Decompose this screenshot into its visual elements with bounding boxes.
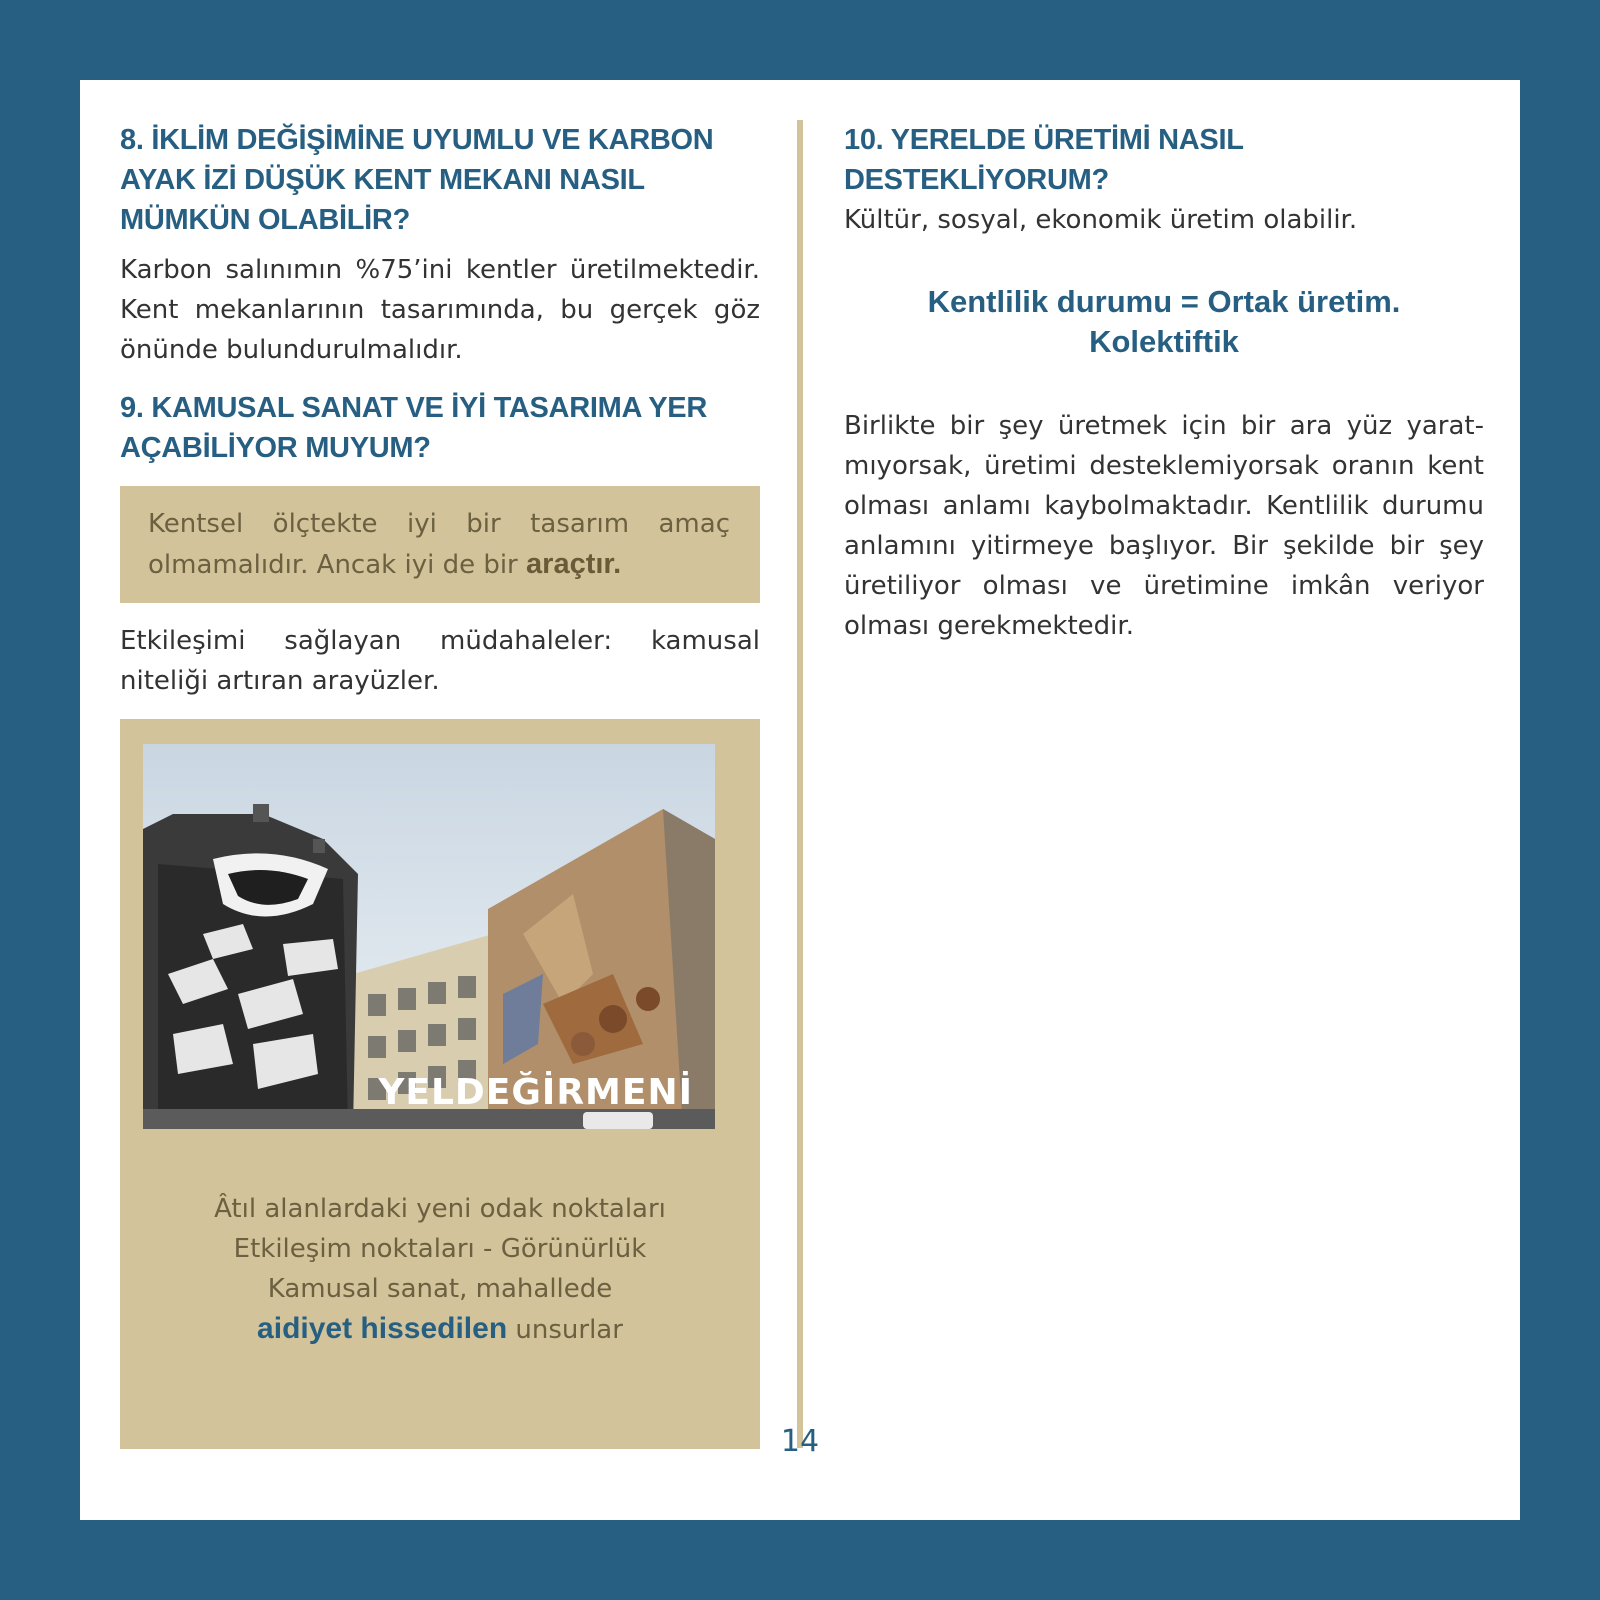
caption-line-1: Âtıl alanlardaki yeni odak noktaları (214, 1194, 666, 1224)
right-column (844, 120, 1484, 646)
page (80, 80, 1520, 1520)
question-8-heading: 8. İKLİM DEĞİŞİMİNE UYUMLU VE KARBON AYAK İZİ DÜŞÜK KENT MEKANI NASIL MÜMKÜN OLABİLİR? (120, 124, 714, 236)
column-divider (797, 120, 803, 1448)
image-caption (120, 1189, 760, 1350)
question-10-heading: 10. YERELDE ÜRETİMİ NASIL DESTEKLİYORUM? (844, 124, 1244, 196)
highlight-text-strong: araçtır. (526, 548, 622, 580)
right-body-text: Birlikte bir şey üretmek için bir ara yüz yaratmıyorsak, üretimi desteklemiyorsak oranın kent olması anlamı kaybolmaktadır. Kentlilik durumu anlamını yitirmeye başlıyor. Bir şekilde bir şey üretiliyor olması ve üretimine imkân veriyor olması gerekmektedir. (844, 411, 1484, 641)
highlight-box (120, 486, 760, 603)
caption-end: unsurlar (515, 1315, 623, 1345)
image-box (120, 719, 760, 1449)
question-8-text: Karbon salınımın %75’ini kentler üretilmektedir. Kent mekanlarının tasarımında, bu gerçek göz önünde bulundurulmalıdır. (120, 255, 760, 365)
photo-label: YELDEĞİRMENİ (378, 1072, 693, 1113)
headline (844, 282, 1484, 362)
caption-line-3: Kamusal sanat, mahallede (267, 1274, 613, 1304)
headline-line-2: Kolektiftik (1089, 324, 1239, 359)
caption-line-4 (120, 1309, 760, 1350)
headline-line-1: Kentlilik durumu = Ortak üretim. (927, 284, 1401, 319)
caption-line-2: Etkileşim noktaları - Görünürlük (233, 1234, 647, 1264)
yeldegirmeni-photo (143, 744, 715, 1129)
left-column (120, 120, 760, 1449)
highlight-text-main: Kentsel ölçtekte iyi bir tasarım amaç olmamalıdır. Ancak iyi de bir (148, 509, 730, 580)
question-10-subtitle: Kültür, sosyal, ekonomik üretim olabilir. (844, 205, 1358, 235)
question-9-text: Etkileşimi sağlayan müdahaleler: kamusal niteliği artıran arayüzler. (120, 626, 760, 696)
highlight-text (148, 504, 730, 585)
caption-strong: aidiyet hissedilen (257, 1312, 508, 1345)
question-9-heading: 9. KAMUSAL SANAT VE İYİ TASARIMA YER AÇABİLİYOR MUYUM? (120, 392, 707, 464)
page-number: 14 (780, 1424, 820, 1459)
